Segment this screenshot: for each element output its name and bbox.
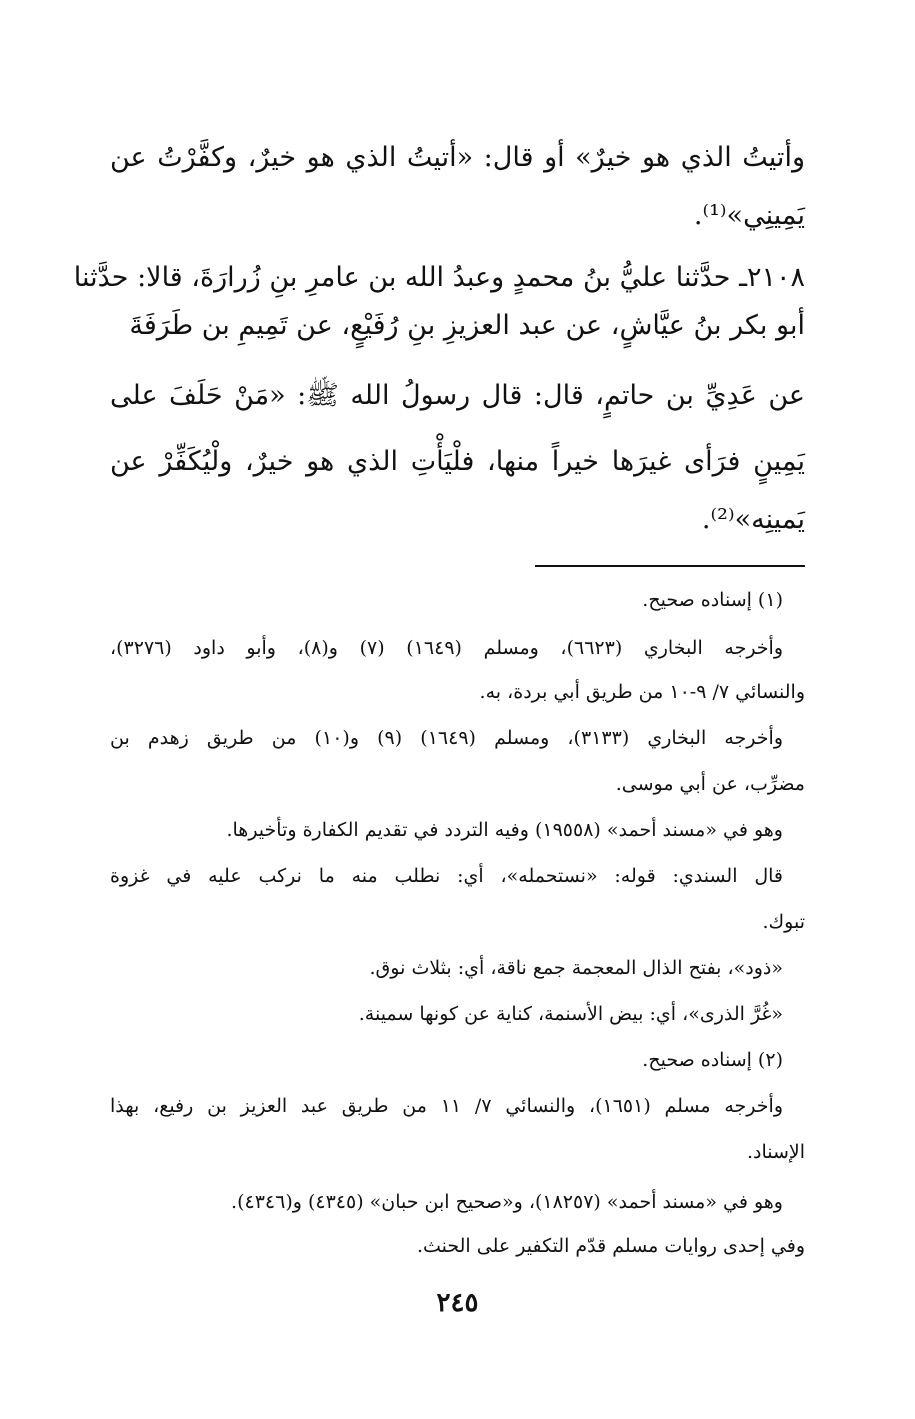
footnote-separator (535, 565, 805, 567)
footnote-line: مضرِّب، عن أبي موسى. (615, 773, 805, 795)
main-line-7: يَمينِه»⁽²⁾. (701, 504, 805, 535)
footnote-line: «غُرَّ الذرى»، أي: بيض الأسنمة، كناية عن كونها سمينة. (358, 1003, 783, 1025)
main-line-4: أبو بكر بنُ عيَّاشٍ، عن عبد العزيزِ بنِ رُفَيْعٍ، عن تَمِيمِ بن طَرَفَةَ (129, 310, 805, 341)
footnote-line: والنسائي ٧/ ٩-١٠ من طريق أبي بردة، به. (479, 681, 805, 703)
footnote-line: وأخرجه البخاري (٣١٣٣)، ومسلم (١٦٤٩) (٩) و(١٠) من طريق زهدم بن (110, 727, 783, 749)
hadith-number-line: ٢١٠٨ـ حدَّثنا عليُّ بنُ محمدٍ وعبدُ الله بن عامرِ بنِ زُرارَةَ، قالا: حدَّثنا (73, 262, 805, 293)
main-line-1: وأتيتُ الذي هو خيرٌ» أو قال: «أتيتُ الذي هو خيرٌ، وكفَّرْتُ عن (110, 142, 805, 173)
page-number: ٢٤٥ (436, 1288, 479, 1318)
footnote-line: «ذود»، بفتح الذال المعجمة جمع ناقة، أي: بثلاث نوق. (369, 957, 783, 979)
main-line-2: يَمِينِي»⁽¹⁾. (693, 200, 805, 231)
footnote-line: وفي إحدى روايات مسلم قدّم التكفير على الحنث. (416, 1235, 805, 1257)
footnote-line: قال السندي: قوله: «نستحمله»، أي: نطلب منه ما نركب عليه في غزوة (110, 865, 783, 887)
main-line-5: عن عَدِيِّ بن حاتمٍ، قال: قال رسولُ الله ﷺ: «مَنْ حَلَفَ على (110, 380, 805, 411)
footnote-line: تبوك. (762, 911, 805, 933)
footnote-line: وأخرجه البخاري (٦٦٢٣)، ومسلم (١٦٤٩) (٧) و(٨)، وأبو داود (٣٢٧٦)، (110, 637, 783, 659)
main-line-6: يَمِينٍ فرَأى غيرَها خيراً منها، فلْيَأْتِ الذي هو خيرٌ، ولْيُكَفِّرْ عن (110, 446, 805, 477)
footnote-line: وهو في «مسند أحمد» (١٨٢٥٧)، و«صحيح ابن حبان» (٤٣٤٥) و(٤٣٤٦). (231, 1191, 783, 1213)
footnote-line: وهو في «مسند أحمد» (١٩٥٥٨) وفيه التردد في تقديم الكفارة وتأخيرها. (226, 819, 783, 841)
footnote-line: وأخرجه مسلم (١٦٥١)، والنسائي ٧/ ١١ من طريق عبد العزيز بن رفيع، بهذا (110, 1095, 783, 1117)
footnote-1-marker: (١) إسناده صحيح. (642, 589, 783, 611)
footnote-line: الإسناد. (746, 1141, 805, 1163)
footnote-2-marker: (٢) إسناده صحيح. (642, 1049, 783, 1071)
